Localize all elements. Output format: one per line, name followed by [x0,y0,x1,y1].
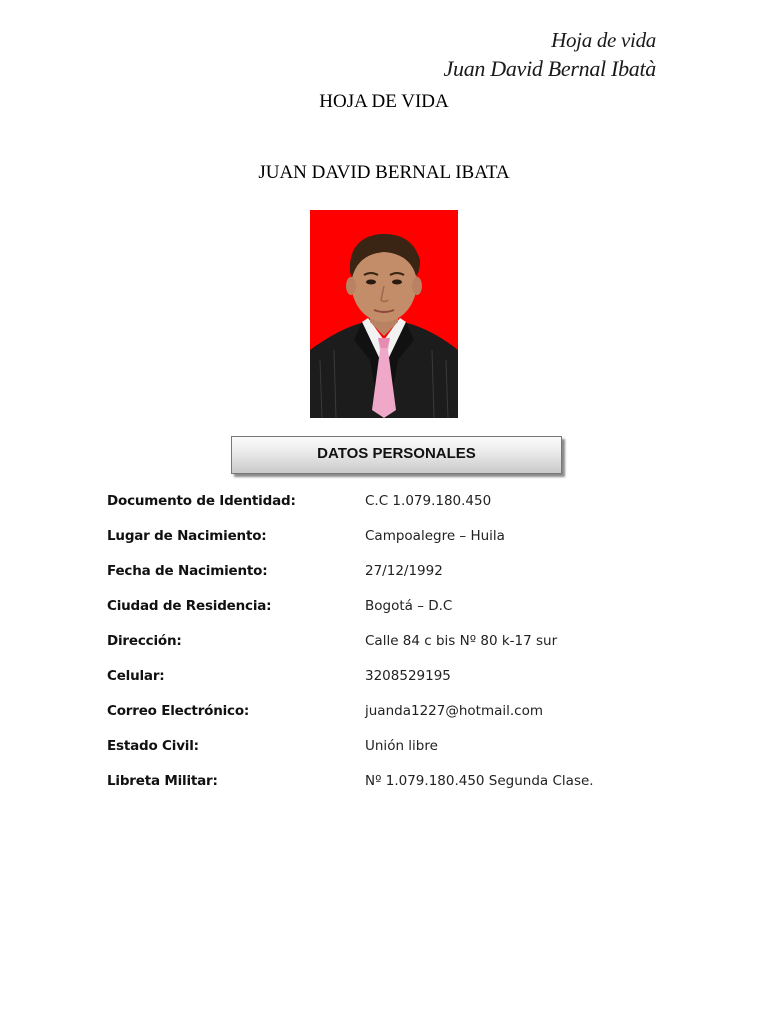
personal-data-row [0,493,768,515]
header-line-owner-name: Juan David Bernal Ibatà [443,56,656,81]
profile-photo [310,210,458,418]
person-name: JUAN DAVID BERNAL IBATA [258,162,510,183]
personal-data-row [0,598,768,620]
field-value: Calle 84 c bis Nº 80 k-17 sur [365,633,558,649]
personal-data-row [0,773,768,795]
personal-data-row [0,738,768,760]
header-line-document-type: Hoja de vida [551,28,656,52]
personal-data-row [0,703,768,725]
field-value: Nº 1.079.180.450 Segunda Clase. [365,773,594,789]
section-header-personal-data: DATOS PERSONALES [231,436,562,474]
field-label: Fecha de Nacimiento: [107,563,268,579]
field-value: 27/12/1992 [365,563,443,579]
field-value: C.C 1.079.180.450 [365,493,492,509]
field-label: Estado Civil: [107,738,199,754]
field-label: Ciudad de Residencia: [107,598,272,614]
field-label: Dirección: [107,633,182,649]
personal-data-row [0,563,768,585]
personal-data-row [0,633,768,655]
field-label: Documento de Identidad: [107,493,296,509]
personal-data-row [0,668,768,690]
field-value: Bogotá – D.C [365,598,453,614]
field-label: Celular: [107,668,165,684]
document-title: HOJA DE VIDA [319,91,449,112]
portrait-illustration [310,210,458,418]
field-value: juanda1227@hotmail.com [365,703,543,719]
field-label: Libreta Militar: [107,773,218,789]
field-value: 3208529195 [365,668,451,684]
personal-data-row [0,528,768,550]
field-label: Correo Electrónico: [107,703,250,719]
field-value: Unión libre [365,738,438,754]
field-value: Campoalegre – Huila [365,528,505,544]
field-label: Lugar de Nacimiento: [107,528,267,544]
